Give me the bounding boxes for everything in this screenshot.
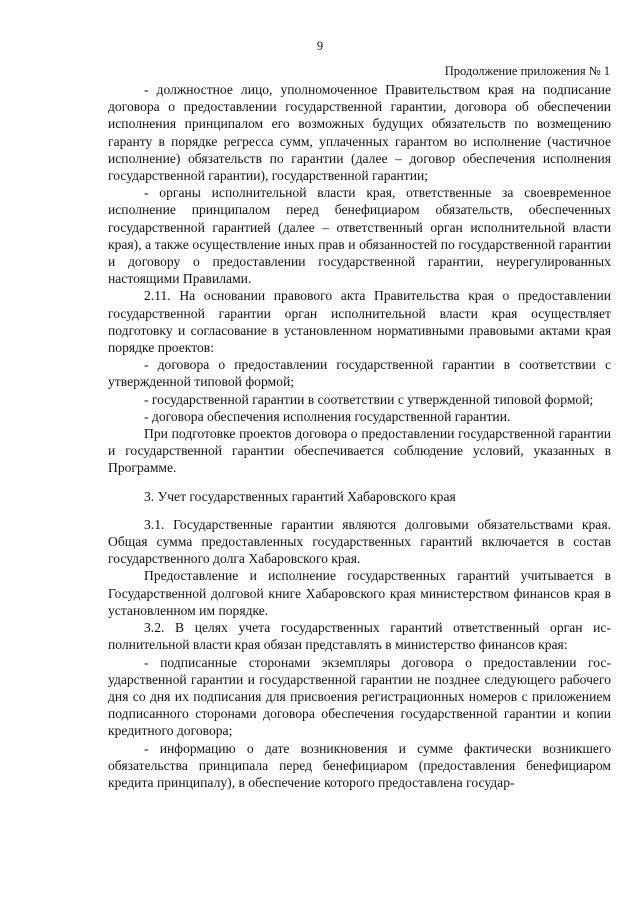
appendix-continuation-label: Продолжение приложения № 1 [444, 64, 610, 78]
paragraph: - должностное лицо, уполномоченное Правительством края на подписание договора о предоставлении государственной гарантии, договора об обеспечении исполнения принципалом его возможных будущих обязательств по возмещению гаранту в порядке регресса сумм, уплаченных гарантом во исполнение (частичное исполнение) обязательств по гарантии (далее – договор обеспечения исполнения государственной гарантии), государственной гарантии; [108, 82, 611, 184]
spacer [108, 505, 611, 516]
paragraph: - органы исполнительной власти края, ответственные за своевременное исполнение принципалом перед бенефициаром обязательств, обеспеченных государственной гарантией (далее – ответственный орган исполнительной власти края), а также осуществление иных прав и обязанностей по государственной гарантии и договору о предоставлении государственной гарантии, неурегулированных настоящими Правилами. [108, 185, 611, 287]
section-heading: 3. Учет государственных гарантий Хабаровского края [144, 488, 456, 504]
paragraph: 3.2. В целях учета государственных гарантий ответственный орган исполнительной власти края обязан представлять в министерство финансов края: [108, 620, 611, 653]
paragraph: При подготовке проектов договора о предоставлении государственной гарантии и государственной гарантии обеспечивается соблюдение условий, указанных в Программе. [108, 426, 611, 476]
paragraph: Предоставление и исполнение государственных гарантий учитывается в Государственной долговой книге Хабаровского края министерством финансов края в установленном им порядке. [108, 568, 611, 618]
paragraph: 3.1. Государственные гарантии являются долговыми обязательствами края. Общая сумма предоставленных государственных гарантий включается в состав государственного долга Хабаровского края. [108, 516, 611, 567]
spacer [108, 477, 611, 488]
paragraph: - договора обеспечения исполнения государственной гарантии. [144, 408, 511, 424]
paragraph: - договора о предоставлении государственной гарантии в соответствии с утвержденной типовой формой; [108, 357, 611, 390]
paragraph: - государственной гарантии в соответствии с утвержденной типовой формой; [144, 391, 594, 407]
paragraph: - информацию о дате возникновения и сумме фактически возникшего обязательства принципала перед бенефициаром (предоставления бенефициаром кредита принципалу), в обеспечение которого предоставлена государ- [108, 740, 611, 790]
page-number: 9 [316, 39, 324, 53]
paragraph: 2.11. На основании правового акта Правительства края о предоставлении государственной гарантии орган исполнительной власти края осуществляет подготовку и согласование в установленном нормативными правовыми актами края порядке проектов: [108, 288, 611, 356]
paragraph: - подписанные сторонами экземпляры договора о предоставлении государственной гарантии и государственной гарантии не позднее следующего рабочего дня со дня их подписания для присвоения регистрационных номеров с приложением подписанного сторонами договора обеспечения государственной гарантии и копии кредитного договора; [108, 654, 611, 739]
document-body [108, 81, 611, 791]
